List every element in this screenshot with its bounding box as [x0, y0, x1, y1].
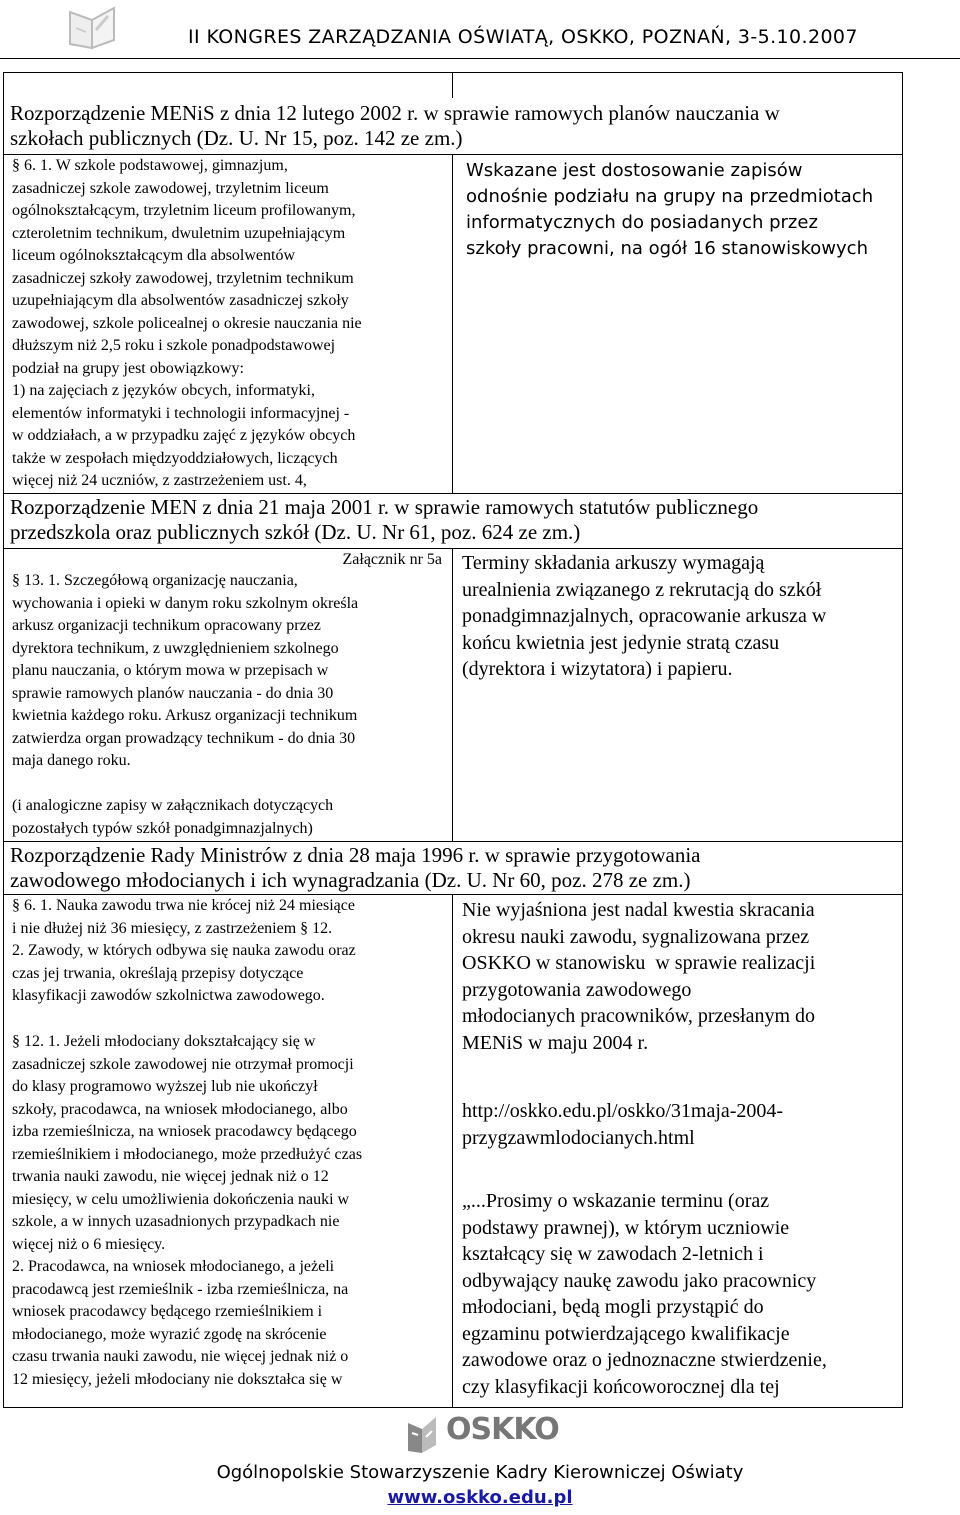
column-divider	[452, 72, 453, 98]
table-border-bottom	[3, 1407, 903, 1408]
column-divider	[452, 894, 453, 1408]
header-divider	[0, 58, 960, 59]
row-divider	[3, 493, 903, 494]
legal-text-paragraph-6: § 6. 1. W szkole podstawowej, gimnazjum, zasadniczej szkole zawodowej, trzyletnim liceum ogólnokształcącym, trzyletnim liceum profilowanym, czteroletnim technikum, dwuletnim uzupełniającym liceum ogólnokształcącym dla absolwentów zasadniczej szkoły zawodowej, trzyletnim technikum uzupełniającym dla absolwentów zasadniczej szkoły zawodowej, szkole policealnej o okresie nauczania nie dłuższym niż 2,5 roku i szkole ponadpodstawowej podział na grupy jest obowiązkowy: 1) na zajęciach z języków obcych, informatyki, elementów informatyki i technologii informacyjnej - w oddziałach, a w przypadku zajęć z języków obcych także w zespołach międzyoddziałowych, liczących więcej niż 24 uczniów, z zastrzeżeniem ust. 4,	[12, 157, 362, 489]
column-divider	[452, 548, 453, 841]
law-heading-1: Rozporządzenie MENiS z dnia 12 lutego 2002 r. w sprawie ramowych planów nauczania w szkołach publicznych (Dz. U. Nr 15, poz. 142 ze zm.)	[10, 101, 780, 150]
table-border-right	[902, 72, 903, 1408]
law-heading-3: Rozporządzenie Rady Ministrów z dnia 28 maja 1996 r. w sprawie przygotowania zawodowego młodocianych i ich wynagradzania (Dz. U. Nr 60, poz. 278 ze zm.)	[10, 843, 701, 892]
analogous-provisions-note: (i analogiczne zapisy w załącznikach dotyczących pozostałych typów szkół ponadgimnazjalnych)	[12, 797, 334, 837]
footer-logo	[402, 1409, 559, 1457]
legal-text-paragraph-13: § 13. 1. Szczegółową organizację nauczania, wychowania i opieki w danym roku szkolnym określa arkusz organizacji technikum opracowany przez dyrektora technikum, z uwzględnieniem szkolnego planu nauczania, o którym mowa w przepisach w sprawie ramowych planów nauczania - do dnia 30 kwietnia każdego roku. Arkusz organizacji technikum zatwierdza organ prowadzący technikum - do dnia 30 maja danego roku.	[12, 572, 359, 769]
table-border-top	[3, 72, 903, 73]
commentary-1: Wskazane jest dostosowanie zapisów odnośnie podziału na grupy na przedmiotach informatycznych do posiadanych przez szkoły pracowni, na ogół 16 stanowiskowych	[466, 160, 874, 259]
row-divider	[3, 841, 903, 842]
header-title: II KONGRES ZARZĄDZANIA OŚWIATĄ, OSKKO, POZNAŃ, 3-5.10.2007	[188, 26, 858, 48]
column-divider	[452, 154, 453, 494]
oskko-emblem-icon	[402, 1411, 442, 1455]
reference-url[interactable]: http://oskko.edu.pl/oskko/31maja-2004- przygzawmlodocianych.html	[462, 1100, 784, 1149]
legal-text-paragraph-6-apprenticeship: § 6. 1. Nauka zawodu trwa nie krócej niż 24 miesiące i nie dłużej niż 36 miesięcy, z zastrzeżeniem § 12. 2. Zawody, w których odbywa się nauka zawodu oraz czas jej trwania, określają przepisy dotyczące klasyfikacji zawodów szkolnictwa zawodowego.	[12, 897, 356, 1004]
commentary-2: Terminy składania arkuszy wymagają urealnienia związanego z rekrutacją do szkół ponadgimnazjalnych, opracowanie arkusza w końcu kwietnia jest jedynie stratą czasu (dyrektora i wizytatora) i papieru.	[462, 552, 827, 680]
commentary-3-quote: „...Prosimy o wskazanie terminu (oraz podstawy prawnej), w którym uczniowie kształcący się w zawodach 2-letnich i odbywający naukę zawodu jako pracownicy młodociani, będą mogli przystąpić do egzaminu potwierdzającego kwalifikacje zawodowe oraz o jednoznaczne stwierdzenie, czy klasyfikacji końcoworocznej dla tej	[462, 1190, 827, 1398]
row-divider	[3, 548, 903, 549]
legal-text-paragraph-12: § 12. 1. Jeżeli młodociany dokształcający się w zasadniczej szkole zawodowej nie otrzymał promocji do klasy programowo wyższej lub nie ukończył szkoły, pracodawca, na wniosek młodocianego, albo izba rzemieślnicza, na wniosek pracodawcy będącego rzemieślnikiem i młodocianego, może przedłużyć czas trwania nauki zawodu, nie więcej jednak niż o 12 miesięcy, w celu umożliwienia dokończenia nauki w szkole, a w innych uzasadnionych przypadkach nie więcej niż o 6 miesięcy. 2. Pracodawca, na wniosek młodocianego, a jeżeli pracodawcą jest rzemieślnik - izba rzemieślnicza, na wniosek pracodawcy będącego rzemieślnikiem i młodocianego, może wyrazić zgodę na skrócenie czasu trwania nauki zawodu, nie więcej jednak niż o 12 miesięcy, jeżeli młodociany nie dokształca się w	[12, 1033, 363, 1388]
law-heading-2: Rozporządzenie MEN z dnia 21 maja 2001 r. w sprawie ramowych statutów publicznego przedszkola oraz publicznych szkół (Dz. U. Nr 61, poz. 624 ze zm.)	[10, 495, 759, 544]
footer-website-link[interactable]: www.oskko.edu.pl	[387, 1487, 573, 1508]
footer-logo-text: OSKKO	[446, 1412, 559, 1447]
footer-org-name: Ogólnopolskie Stowarzyszenie Kadry Kierowniczej Oświaty	[216, 1462, 744, 1483]
commentary-3: Nie wyjaśniona jest nadal kwestia skracania okresu nauki zawodu, sygnalizowana przez OSKKO w stanowisku w sprawie realizacji przygotowania zawodowego młodocianych pracowników, przesłanym do MENiS w maju 2004 r.	[462, 899, 816, 1054]
header-logo-icon	[62, 0, 132, 52]
table-border-left	[3, 72, 4, 1408]
attachment-label: Załącznik nr 5a	[342, 551, 442, 568]
